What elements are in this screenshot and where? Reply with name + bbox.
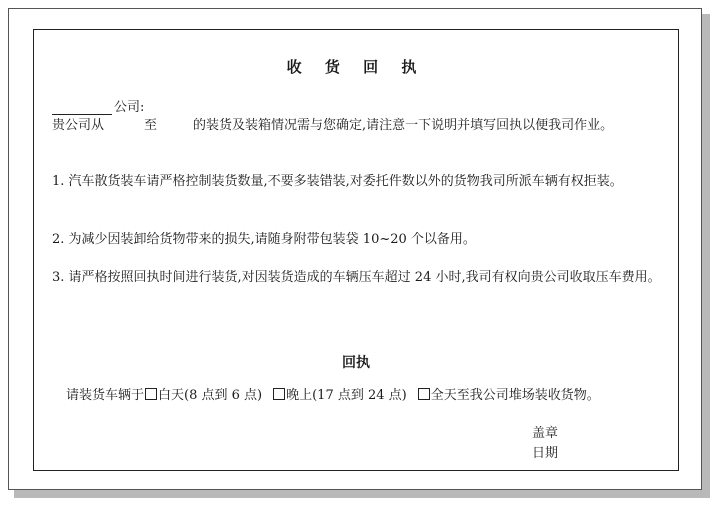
company-name-blank[interactable]	[52, 100, 112, 115]
form-frame	[33, 29, 679, 471]
intro-part3: 的装货及装箱情况需与您确定,请注意一下说明并填写回执以便我司作业。	[193, 118, 614, 133]
notice-item-1	[52, 172, 668, 192]
receipt-options	[66, 384, 600, 403]
item-number: 3.	[52, 270, 65, 285]
receipt-prompt: 请装货车辆于	[66, 388, 145, 403]
intro-paragraph	[52, 116, 664, 136]
notice-item-2	[52, 230, 668, 250]
document-page	[8, 8, 702, 490]
item-number: 1.	[52, 174, 65, 189]
receipt-title: 回执	[342, 355, 370, 371]
item-text: 汽车散货装车请严格控制装货数量,不要多装错装,对委托件数以外的货物我司所派车辆有权拒装。	[68, 174, 623, 189]
item-text: 请严格按照回执时间进行装货,对因装货造成的车辆压车超过 24 小时,我司有权向贵公司收取压车费用。	[68, 270, 661, 285]
option-evening: 晚上(17 点到 24 点)	[286, 388, 407, 403]
daytime-checkbox[interactable]	[145, 388, 157, 400]
salutation	[52, 96, 144, 115]
evening-checkbox[interactable]	[273, 388, 285, 400]
option-allday: 全天至我公司堆场装收货物。	[430, 388, 600, 403]
seal-label: 盖章	[532, 426, 559, 441]
item-number: 2.	[52, 232, 65, 247]
document-title: 收 货 回 执	[286, 58, 426, 76]
intro-part1: 贵公司从	[52, 118, 105, 133]
date-label: 日期	[532, 446, 559, 461]
option-daytime: 白天(8 点到 6 点)	[158, 388, 263, 403]
notice-item-3	[52, 268, 668, 288]
salutation-suffix: 公司:	[114, 100, 145, 115]
item-text: 为减少因装卸给货物带来的损失,请随身附带包装袋 10~20 个以备用。	[68, 232, 476, 247]
allday-checkbox[interactable]	[418, 388, 430, 400]
intro-part2: 至	[144, 118, 158, 133]
